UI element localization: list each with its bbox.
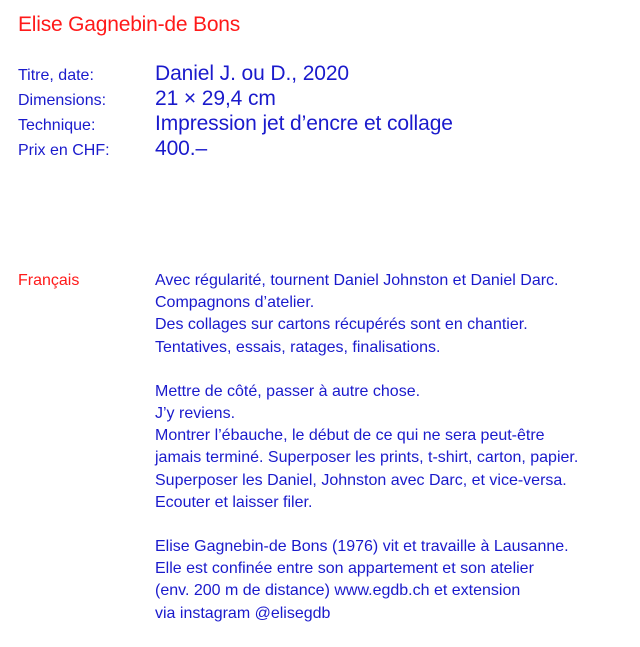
- artwork-details: [18, 62, 628, 162]
- detail-row-price: [18, 137, 628, 162]
- paragraph: [155, 536, 635, 625]
- text-line: Elise Gagnebin-de Bons (1976) vit et travaille à Lausanne.: [155, 538, 569, 556]
- text-line: Montrer l’ébauche, le début de ce qui ne sera peut-être: [155, 427, 545, 445]
- detail-row-dimensions: [18, 87, 628, 112]
- detail-label: Prix en CHF:: [18, 142, 110, 159]
- detail-value: Impression jet d’encre et collage: [155, 112, 453, 135]
- text-line: Des collages sur cartons récupérés sont en chantier.: [155, 316, 528, 334]
- text-line: (env. 200 m de distance) www.egdb.ch et extension: [155, 582, 521, 600]
- paragraph: [155, 270, 635, 359]
- artist-name: Elise Gagnebin-de Bons: [18, 13, 241, 36]
- detail-label: Dimensions:: [18, 92, 107, 109]
- detail-row-technique: [18, 112, 628, 137]
- text-line: Avec régularité, tournent Daniel Johnston et Daniel Darc.: [155, 272, 559, 289]
- text-line: Tentatives, essais, ratages, finalisations.: [155, 338, 441, 356]
- text-line: Ecouter et laisser filer.: [155, 493, 313, 511]
- detail-row-title: [18, 62, 628, 87]
- description-text: [155, 270, 635, 647]
- paragraph: [155, 381, 635, 514]
- detail-value: 400.–: [155, 137, 208, 160]
- text-line: Superposer les Daniel, Johnston avec Darc, et vice-versa.: [155, 471, 567, 489]
- text-line: J’y reviens.: [155, 405, 236, 423]
- text-line: Mettre de côté, passer à autre chose.: [155, 382, 421, 400]
- text-line: via instagram @elisegdb: [155, 604, 331, 622]
- detail-value: Daniel J. ou D., 2020: [155, 62, 350, 85]
- detail-label: Technique:: [18, 117, 96, 134]
- detail-value: 21 × 29,4 cm: [155, 87, 276, 110]
- detail-label: Titre, date:: [18, 67, 94, 84]
- text-line: Compagnons d’atelier.: [155, 294, 315, 312]
- language-label: Français: [18, 272, 80, 289]
- text-line: Elle est confinée entre son appartement et son atelier: [155, 560, 534, 578]
- text-line: jamais terminé. Superposer les prints, t-shirt, carton, papier.: [155, 449, 579, 467]
